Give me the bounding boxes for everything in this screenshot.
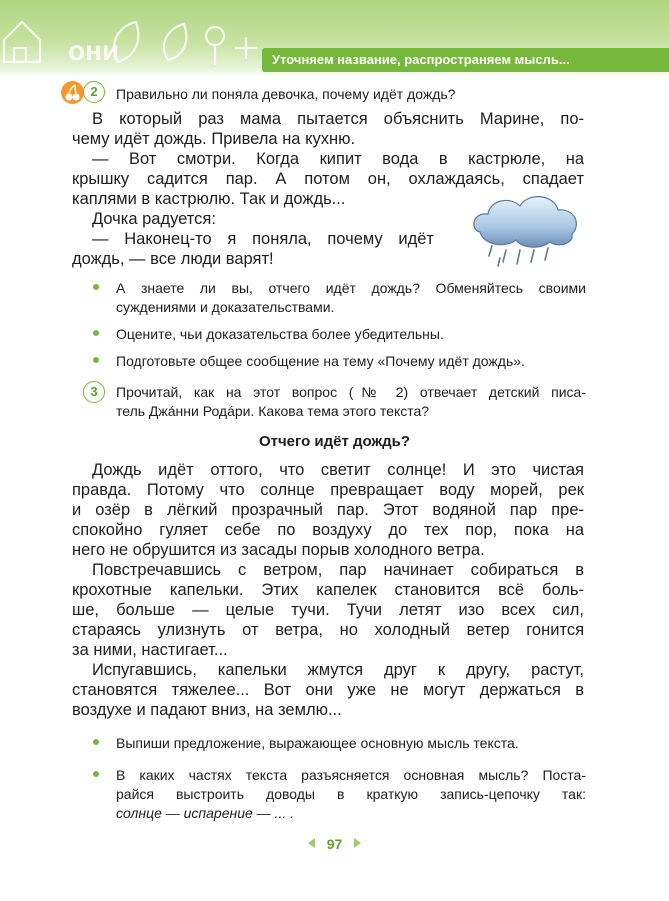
text-line: и озёр в лёгкий прозрачный пар. Этот водяной пар пре- — [72, 501, 584, 519]
rodari-text — [72, 460, 584, 720]
task2-bullet-3 — [116, 352, 586, 371]
text-line: Дождь идёт оттого, что светит солнце! И это чистая — [92, 461, 584, 479]
cherries-icon — [61, 81, 84, 104]
text-line: становятся тяжелее... Вот они уже не могут держаться в — [72, 681, 584, 699]
bullet — [93, 739, 99, 745]
bullet — [93, 330, 99, 336]
task2-bullet-1 — [116, 279, 586, 317]
section-title: Уточняем название, распространяем мысль... — [262, 48, 669, 72]
text-line: стараясь улизнуть от ветра, но холодный ветер гонится — [72, 621, 584, 639]
next-page-arrow-icon — [354, 838, 361, 848]
story-line: чему идёт дождь. Привела на кухню. — [72, 130, 356, 148]
bullet — [93, 284, 99, 290]
task3-bullet-2 — [116, 766, 586, 823]
task3-bullet-1 — [116, 734, 586, 753]
doodle-word: они — [68, 35, 120, 66]
bullet — [93, 771, 99, 777]
pair-work-badge — [61, 81, 84, 104]
task-number-3: 3 — [83, 381, 105, 403]
bullet-line: Подготовьте общее сообщение на тему «Почему идёт дождь». — [116, 353, 525, 369]
question-line: тель Джáнни Родáри. Какова тема этого текста? — [116, 403, 430, 419]
leaf-icon-2 — [164, 24, 186, 60]
page-footer — [0, 836, 669, 852]
prev-page-arrow-icon — [308, 838, 315, 848]
story-line: — Вот смотри. Когда кипит вода в кастрюле, на — [92, 150, 584, 168]
text-line: Повстречавшись с ветром, пар начинает собираться в — [92, 561, 584, 579]
text-line: за ними, настигает... — [72, 641, 228, 659]
bullet-line: суждениями и доказательствами. — [116, 299, 335, 315]
text-line: крохотные капельки. Этих капелек становится всё боль- — [72, 581, 584, 599]
page-number: 97 — [326, 836, 343, 852]
bullet-line: А знаете ли вы, отчего идёт дождь? Обменяйтесь своими — [116, 280, 586, 296]
house-icon — [4, 22, 40, 62]
task2-bullet-2 — [116, 325, 586, 344]
task2-question: Правильно ли поняла девочка, почему идёт дождь? — [116, 86, 456, 102]
question-line: Прочитай, как на этот вопрос (№ 2) отвечает детский писа- — [116, 384, 586, 400]
story-line: В который раз мама пытается объяснить Марине, по- — [92, 110, 584, 128]
story-line: дождь, — все люди варят! — [72, 250, 274, 268]
bullet-line: В каких частях текста разъясняется основная мысль? Поста- — [116, 767, 586, 783]
bullet-line: Оцените, чьи доказательства более убедительны. — [116, 326, 444, 342]
flower-icon — [206, 27, 224, 45]
task-number-2: 2 — [83, 81, 105, 103]
story-line: каплями в кастрюлю. Так и дождь... — [72, 190, 346, 208]
rain-cloud-illustration — [470, 190, 585, 272]
bullet-line: райся выстроить доводы в краткую запись-цепочку так: — [116, 786, 586, 802]
story-line: крышку садится пар. А потом он, охлаждаясь, спадает — [72, 170, 584, 188]
task3-question — [116, 383, 586, 421]
text-line: ше, больше — целые тучи. Тучи летят изо всех сил, — [72, 601, 584, 619]
bullet — [93, 357, 99, 363]
header-doodles — [0, 0, 262, 78]
text-line: правда. Потому что солнце превращает воду морей, рек — [72, 481, 584, 499]
story-line: Дочка радуется: — [92, 210, 216, 228]
text-title: Отчего идёт дождь? — [258, 433, 411, 450]
text-line: Испугавшись, капельки жмутся друг к другу, растут, — [92, 661, 584, 679]
text-line: спокойно гуляет себе по воздуху до тех пор, пока на — [72, 521, 584, 539]
text-line: него не обрушится из засады порыв холодного ветра. — [72, 541, 485, 559]
story-line: — Наконец-то я поняла, почему идёт — [92, 230, 434, 248]
text-line: воздухе и падают вниз, на землю... — [72, 701, 342, 719]
chain-example: солнце — испарение — ... . — [116, 805, 295, 821]
bullet-line: Выпиши предложение, выражающее основную мысль текста. — [116, 735, 519, 751]
